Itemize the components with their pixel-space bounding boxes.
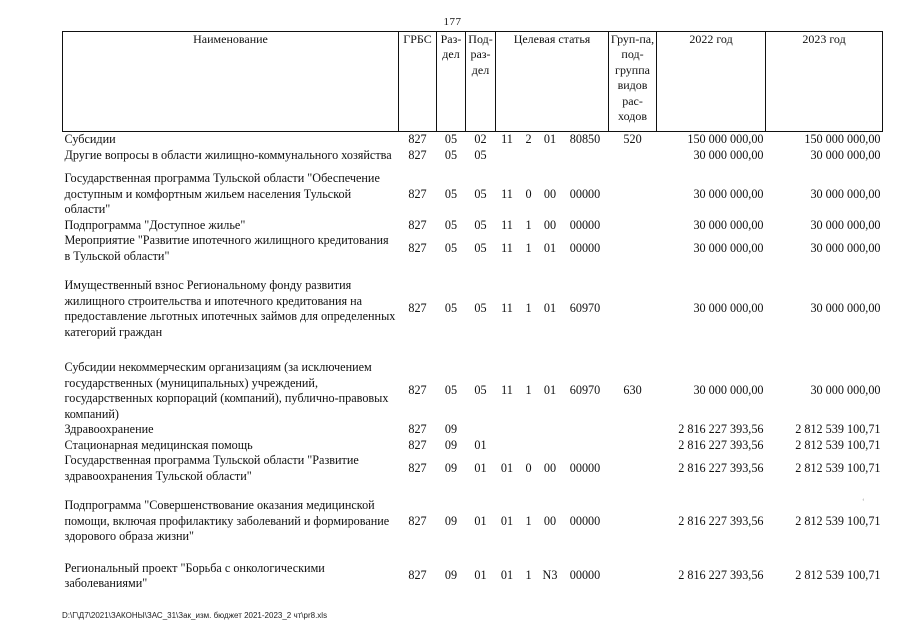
header-grbs: ГРБС — [399, 32, 437, 132]
row-razdel: 05 — [444, 240, 458, 255]
row-amount-2022: 2 816 227 393,56 — [678, 460, 764, 475]
table-row — [63, 340, 883, 422]
row-name: Имущественный взнос Региональному фонду развития жилищного строительства и ипотечного кредитования на предоставление льготных ипотечных займов для определенных категорий граждан — [64, 278, 396, 339]
row-name: Субсидии некоммерческим организациям (за исключением государственных (муниципальных) учреждений, государственных корпораций (компаний), публично-правовых компаний) — [64, 360, 389, 421]
row-cs-subprogram: 1 — [525, 383, 532, 398]
row-amount-2023: 30 000 000,00 — [810, 383, 881, 398]
row-amount-2022: 2 816 227 393,56 — [678, 422, 764, 436]
row-amount-2023: 2 812 539 100,71 — [795, 460, 881, 475]
row-amount-2022: 2 816 227 393,56 — [678, 513, 764, 528]
row-cs-direction: 00000 — [569, 513, 601, 528]
row-cs-event: 00 — [543, 217, 557, 232]
row-grbs: 827 — [408, 217, 427, 232]
row-amount-2022: 30 000 000,00 — [693, 383, 764, 398]
row-grbs: 827 — [408, 422, 427, 436]
row-cs-program — [496, 438, 519, 454]
row-name: Подпрограмма "Совершенствование оказания медицинской помощи, включая профилактику заболеваний и формирование здорового образа жизни" — [64, 498, 390, 543]
row-cs-subprogram: 2 — [525, 132, 532, 146]
row-amount-2023: 2 812 539 100,71 — [795, 422, 881, 436]
row-name: Другие вопросы в области жилищно-коммунального хозяйства — [64, 147, 392, 162]
row-razdel: 05 — [444, 217, 458, 232]
row-razdel: 09 — [444, 513, 458, 528]
row-cs-program: 11 — [501, 383, 513, 398]
row-cs-direction: 80850 — [569, 132, 601, 146]
row-cs-event: 00 — [543, 186, 557, 201]
table-header — [63, 32, 883, 132]
row-vid-rashodov — [609, 233, 657, 264]
row-amount-2023: 150 000 000,00 — [804, 132, 881, 146]
row-cs-program — [496, 422, 519, 438]
row-cs-subprogram: 0 — [525, 460, 532, 475]
row-cs-event: 01 — [543, 383, 557, 398]
row-cs-program: 11 — [501, 132, 513, 146]
row-name: Стационарная медицинская помощь — [64, 437, 253, 452]
row-grbs: 827 — [408, 240, 427, 255]
row-grbs: 827 — [408, 568, 427, 583]
row-grbs: 827 — [408, 460, 427, 475]
row-grbs: 827 — [408, 513, 427, 528]
row-cs-direction: 60970 — [569, 301, 601, 316]
row-cs-subprogram: 1 — [525, 568, 532, 583]
row-razdel: 09 — [444, 422, 458, 436]
row-amount-2023: 30 000 000,00 — [810, 147, 881, 162]
row-cs-program: 11 — [501, 186, 513, 201]
row-cs-subprogram: 1 — [525, 217, 532, 232]
row-amount-2023: 2 812 539 100,71 — [795, 568, 881, 583]
row-amount-2023: 30 000 000,00 — [810, 240, 881, 255]
row-cs-event — [539, 438, 562, 454]
row-cs-program: 01 — [500, 460, 514, 475]
row-podrazdel: 02 — [474, 132, 487, 146]
header-celevaya-statya: Целевая статья — [496, 32, 609, 132]
file-path-footer: D:\Г\Д7\2021\ЗАКОНЫ\ЗАС_31\Зак_изм. бюджет 2021-2023_2 чт\pr8.xls — [62, 611, 328, 620]
scan-speck: ‘ — [862, 497, 865, 506]
row-grbs: 827 — [408, 301, 427, 316]
row-amount-2022: 2 816 227 393,56 — [678, 437, 764, 452]
table-row — [63, 163, 883, 218]
row-cs-direction: 00000 — [569, 240, 601, 255]
row-amount-2022: 30 000 000,00 — [693, 240, 764, 255]
table-row — [63, 453, 883, 484]
row-cs-direction — [562, 148, 609, 164]
row-cs-event — [539, 422, 562, 438]
table-row — [63, 264, 883, 340]
header-2023: 2023 год — [766, 32, 883, 132]
row-cs-subprogram: 0 — [525, 186, 532, 201]
row-vid-rashodov — [609, 148, 657, 164]
row-vid-rashodov — [609, 422, 657, 438]
row-cs-direction — [562, 422, 609, 438]
row-podrazdel: 05 — [474, 301, 487, 316]
row-grbs: 827 — [408, 437, 427, 452]
row-amount-2022: 30 000 000,00 — [693, 217, 764, 232]
row-razdel: 05 — [444, 383, 458, 398]
row-razdel: 09 — [444, 437, 458, 452]
table-row — [63, 218, 883, 234]
row-cs-event: 01 — [543, 301, 557, 316]
row-podrazdel: 05 — [474, 240, 487, 255]
row-name: Мероприятие "Развитие ипотечного жилищного кредитования в Тульской области" — [64, 233, 389, 263]
row-cs-program: 11 — [501, 217, 513, 232]
row-podrazdel: 05 — [474, 147, 487, 162]
row-amount-2022: 30 000 000,00 — [693, 186, 764, 201]
row-cs-event: 00 — [543, 460, 557, 475]
row-grbs: 827 — [408, 383, 427, 398]
page-number: 177 — [443, 16, 462, 28]
row-cs-subprogram — [519, 148, 539, 164]
table-row — [63, 438, 883, 454]
row-cs-subprogram: 1 — [525, 513, 532, 528]
row-cs-direction: 00000 — [569, 568, 601, 583]
row-amount-2022: 2 816 227 393,56 — [678, 568, 764, 583]
row-razdel: 09 — [444, 568, 458, 583]
row-razdel: 05 — [444, 132, 458, 146]
header-name: Наименование — [63, 32, 399, 132]
row-cs-direction: 00000 — [569, 460, 601, 475]
row-name: Государственная программа Тульской области "Обеспечение доступным и комфортным жильем населения Тульской области" — [64, 171, 380, 216]
row-cs-subprogram — [519, 438, 539, 454]
table-row — [63, 148, 883, 164]
row-vid-rashodov: 520 — [623, 132, 642, 146]
row-podrazdel: 01 — [474, 513, 487, 528]
row-vid-rashodov — [609, 438, 657, 454]
row-podrazdel — [466, 422, 496, 438]
row-razdel: 05 — [444, 147, 458, 162]
row-grbs: 827 — [408, 132, 427, 146]
row-vid-rashodov — [609, 453, 657, 484]
row-vid-rashodov — [609, 264, 657, 340]
row-podrazdel: 05 — [474, 217, 487, 232]
row-cs-program: 01 — [500, 513, 514, 528]
row-podrazdel: 01 — [474, 437, 487, 452]
row-amount-2023: 2 812 539 100,71 — [795, 437, 881, 452]
row-podrazdel: 01 — [474, 568, 487, 583]
row-razdel: 09 — [444, 460, 458, 475]
header-podrazdel: Под-раз-дел — [466, 32, 496, 132]
row-amount-2023: 30 000 000,00 — [810, 217, 881, 232]
row-vid-rashodov — [609, 484, 657, 545]
table-row — [63, 132, 883, 148]
row-amount-2023: 2 812 539 100,71 — [795, 513, 881, 528]
row-razdel: 05 — [444, 186, 458, 201]
row-cs-program: 11 — [501, 301, 513, 316]
row-name: Здравоохранение — [64, 422, 154, 436]
row-cs-direction — [562, 438, 609, 454]
table-row — [63, 233, 883, 264]
row-cs-direction: 00000 — [569, 217, 601, 232]
row-vid-rashodov — [609, 163, 657, 218]
table-body — [63, 132, 883, 592]
row-amount-2022: 150 000 000,00 — [687, 132, 764, 146]
row-grbs: 827 — [408, 186, 427, 201]
row-cs-direction: 00000 — [569, 186, 601, 201]
row-cs-event: N3 — [542, 568, 558, 583]
table-row — [63, 484, 883, 545]
row-podrazdel: 05 — [474, 186, 487, 201]
row-amount-2022: 30 000 000,00 — [693, 301, 764, 316]
row-amount-2023: 30 000 000,00 — [810, 301, 881, 316]
row-cs-event: 01 — [543, 132, 557, 146]
budget-table — [62, 31, 883, 592]
row-name: Государственная программа Тульской области "Развитие здравоохранения Тульской области" — [64, 453, 359, 483]
header-gruppa-vidov-rashodov: Груп-па, под-группа видов рас-ходов — [609, 32, 657, 132]
row-cs-subprogram: 1 — [525, 301, 532, 316]
row-cs-subprogram: 1 — [525, 240, 532, 255]
row-vid-rashodov — [609, 545, 657, 592]
table-row — [63, 422, 883, 438]
row-grbs: 827 — [408, 147, 427, 162]
row-cs-program: 01 — [500, 568, 514, 583]
row-cs-event: 00 — [543, 513, 557, 528]
table-row — [63, 545, 883, 592]
row-amount-2023: 30 000 000,00 — [810, 186, 881, 201]
row-amount-2022: 30 000 000,00 — [693, 147, 764, 162]
row-name: Субсидии — [64, 132, 116, 146]
row-name: Подпрограмма "Доступное жилье" — [64, 217, 246, 232]
row-cs-program — [496, 148, 519, 164]
row-podrazdel: 01 — [474, 460, 487, 475]
row-razdel: 05 — [444, 301, 458, 316]
row-vid-rashodov: 630 — [623, 383, 642, 398]
header-razdel: Раз-дел — [437, 32, 466, 132]
row-name: Региональный проект "Борьба с онкологическими заболеваниями" — [64, 560, 325, 590]
row-podrazdel: 05 — [474, 383, 487, 398]
row-cs-subprogram — [519, 422, 539, 438]
row-cs-event: 01 — [543, 240, 557, 255]
row-cs-program: 11 — [501, 240, 513, 255]
row-cs-direction: 60970 — [569, 383, 601, 398]
row-vid-rashodov — [609, 218, 657, 234]
row-cs-event — [539, 148, 562, 164]
header-2022: 2022 год — [657, 32, 766, 132]
